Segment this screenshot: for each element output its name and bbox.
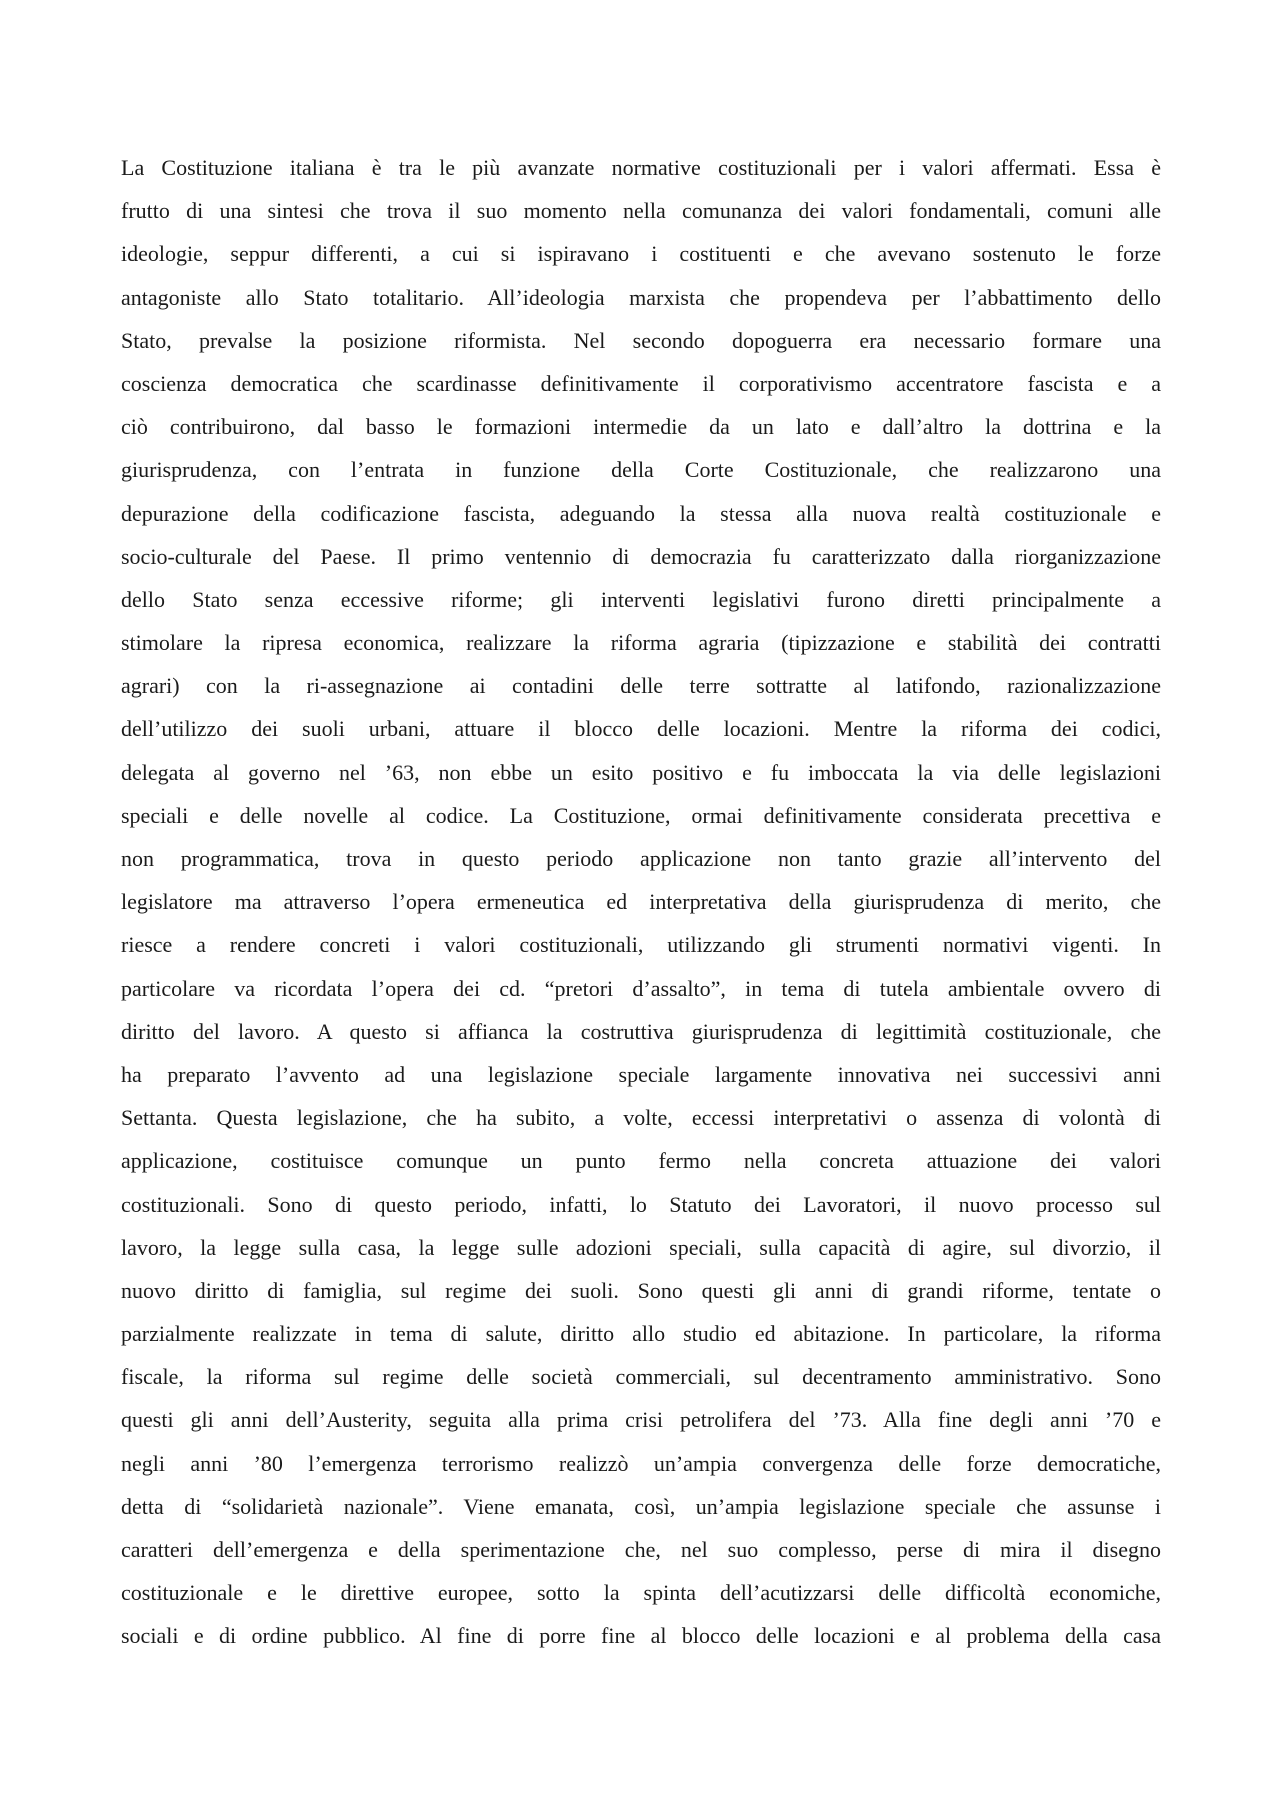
text-line: giurisprudenza, con l’entrata in funzione della Corte Costituzionale, che realizzarono una xyxy=(121,457,1161,483)
text-line: Settanta. Questa legislazione, che ha subito, a volte, eccessi interpretativi o assenza di volontà di xyxy=(121,1105,1161,1131)
text-line: legislatore ma attraverso l’opera ermeneutica ed interpretativa della giurisprudenza di merito, che xyxy=(121,889,1161,915)
text-line: dello Stato senza eccessive riforme; gli interventi legislativi furono diretti principalmente a xyxy=(121,586,1161,612)
text-line: negli anni ’80 l’emergenza terrorismo realizzò un’ampia convergenza delle forze democratiche, xyxy=(121,1450,1161,1476)
text-line: ciò contribuirono, dal basso le formazioni intermedie da un lato e dall’altro la dottrina e la xyxy=(121,414,1161,440)
text-line: sociali e di ordine pubblico. Al fine di porre fine al blocco delle locazioni e al problema della casa xyxy=(121,1623,1161,1649)
text-line: detta di “solidarietà nazionale”. Viene emanata, così, un’ampia legislazione speciale che assunse i xyxy=(121,1493,1161,1519)
text-line: La Costituzione italiana è tra le più avanzate normative costituzionali per i valori affermati. Essa è xyxy=(121,155,1161,180)
text-line: Stato, prevalse la posizione riformista. Nel secondo dopoguerra era necessario formare una xyxy=(121,327,1161,353)
text-line: socio-culturale del Paese. Il primo ventennio di democrazia fu caratterizzato dalla riorganizzazione xyxy=(121,543,1161,569)
text-line: particolare va ricordata l’opera dei cd. “pretori d’assalto”, in tema di tutela ambientale ovvero di xyxy=(121,975,1161,1001)
text-line: ha preparato l’avvento ad una legislazione speciale largamente innovativa nei successivi anni xyxy=(121,1061,1161,1087)
text-line: caratteri dell’emergenza e della sperimentazione che, nel suo complesso, perse di mira il disegno xyxy=(121,1537,1161,1562)
text-line: parzialmente realizzate in tema di salute, diritto allo studio ed abitazione. In particolare, la riforma xyxy=(121,1321,1161,1347)
body-paragraph xyxy=(121,146,1161,1658)
text-line: frutto di una sintesi che trova il suo momento nella comunanza dei valori fondamentali, comuni alle xyxy=(121,198,1161,224)
text-line: lavoro, la legge sulla casa, la legge sulle adozioni speciali, sulla capacità di agire, sul divorzio, il xyxy=(121,1234,1161,1260)
text-line: applicazione, costituisce comunque un punto fermo nella concreta attuazione dei valori xyxy=(121,1148,1161,1174)
text-line: delegata al governo nel ’63, non ebbe un esito positivo e fu imboccata la via delle legislazioni xyxy=(121,759,1161,785)
text-line: questi gli anni dell’Austerity, seguita alla prima crisi petrolifera del ’73. Alla fine degli anni ’70 e xyxy=(121,1407,1161,1433)
text-line: costituzionali. Sono di questo periodo, infatti, lo Statuto dei Lavoratori, il nuovo processo sul xyxy=(121,1191,1161,1217)
text-line: speciali e delle novelle al codice. La Costituzione, ormai definitivamente considerata precettiva e xyxy=(121,802,1161,828)
text-line: stimolare la ripresa economica, realizzare la riforma agraria (tipizzazione e stabilità dei contratti xyxy=(121,630,1161,656)
text-line: antagoniste allo Stato totalitario. All’ideologia marxista che propendeva per l’abbattimento dello xyxy=(121,284,1161,310)
text-line: depurazione della codificazione fascista, adeguando la stessa alla nuova realtà costituzionale e xyxy=(121,500,1161,526)
text-line: costituzionale e le direttive europee, sotto la spinta dell’acutizzarsi delle difficoltà economiche, xyxy=(121,1580,1161,1606)
text-line: agrari) con la ri-assegnazione ai contadini delle terre sottratte al latifondo, razionalizzazione xyxy=(121,673,1161,699)
text-line: nuovo diritto di famiglia, sul regime dei suoli. Sono questi gli anni di grandi riforme, tentate o xyxy=(121,1277,1161,1303)
text-line: dell’utilizzo dei suoli urbani, attuare il blocco delle locazioni. Mentre la riforma dei codici, xyxy=(121,716,1161,742)
text-line: ideologie, seppur differenti, a cui si ispiravano i costituenti e che avevano sostenuto le forze xyxy=(121,241,1161,267)
text-line: coscienza democratica che scardinasse definitivamente il corporativismo accentratore fascista e a xyxy=(121,370,1161,396)
text-line: non programmatica, trova in questo periodo applicazione non tanto grazie all’intervento del xyxy=(121,846,1161,871)
text-line: riesce a rendere concreti i valori costituzionali, utilizzando gli strumenti normativi vigenti. In xyxy=(121,932,1161,958)
text-line: diritto del lavoro. A questo si affianca la costruttiva giurisprudenza di legittimità costituzionale, che xyxy=(121,1018,1161,1044)
text-line: fiscale, la riforma sul regime delle società commerciali, sul decentramento amministrativo. Sono xyxy=(121,1364,1161,1390)
